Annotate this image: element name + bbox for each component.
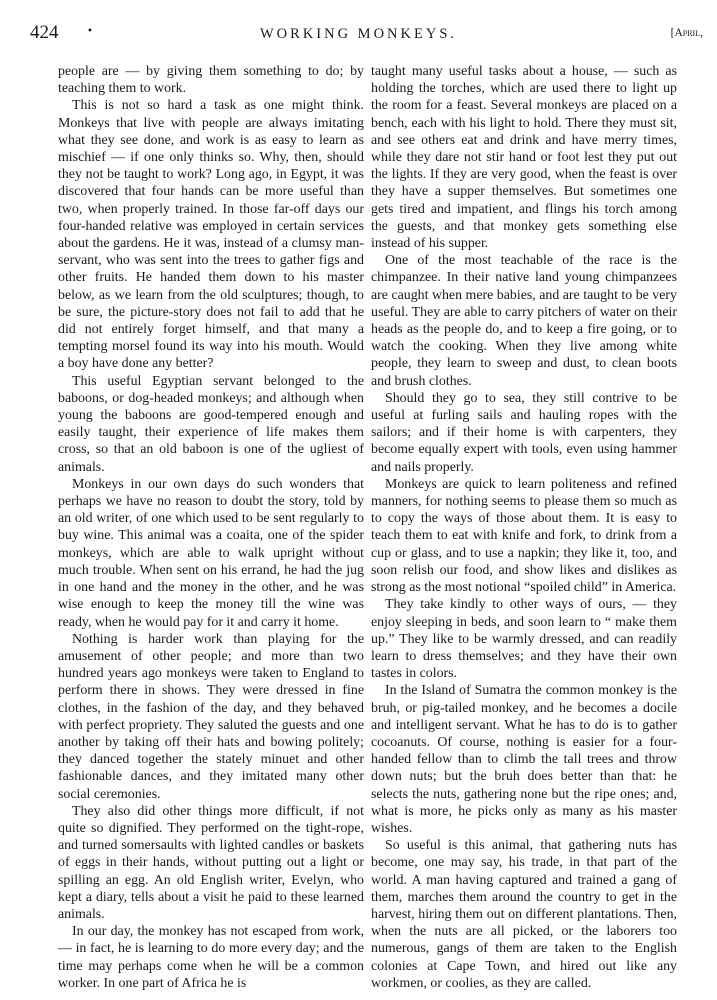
paragraph: One of the most teachable of the race is the chimpanzee. In their native land young chimpanzees are caught when mere babies, and are taught to be very useful. They are able to carry pitchers of water on their heads as the people do, and to keep a fire going, or to watch the cooking. When they live among white people, they learn to sweep and dust, to clean boots and brush clothes. (371, 253, 677, 389)
left-column (58, 63, 364, 992)
paragraph: They also did other things more difficult, if not quite so dignified. They performed on the tight-rope, and turned somersaults with lighted candles or baskets of eggs in their hands, without putting out a light or spilling an egg. An old English writer, Evelyn, who kept a diary, tells about a visit he paid to these learned animals. (58, 803, 364, 922)
paragraph: Monkeys are quick to learn politeness and refined manners, for nothing seems to please them so much as to copy the ways of those about them. It is easy to teach them to eat with knife and fork, to drink from a cup or glass, and to use a napkin; they like it, too, and soon relish our food, and show likes and dislikes as strong as the most notional “spoiled child” in America. (371, 476, 677, 596)
paragraph: Should they go to sea, they still contrive to be useful at furling sails and hauling ropes with the sailors; and if their home is with carpenters, they become equally expert with tools, even using hammer and nails properly. (371, 390, 677, 475)
paragraph: In the Island of Sumatra the common monkey is the bruh, or pig-tailed monkey, and he becomes a docile and intelligent servant. What he has to do is to gather cocoanuts. Of course, nothing is easier for a four-handed fellow than to climb the tall trees and throw down nuts; but the bruh does better than that: he selects the nuts, gathering none but the ripe ones; and, what is more, he picks only as many as his master wishes. (371, 683, 677, 836)
paragraph: people are — by giving them something to do; by teaching them to work. (58, 64, 364, 97)
running-title: WORKING MONKEYS. (259, 26, 458, 42)
paragraph: This is not so hard a task as one might think. Monkeys that live with people are always imitating what they see done, and work is as easy to learn as mischief — if one only thinks so. Why, then, should they not be taught to work? Long ago, in Egypt, it was discovered that four hands can be more useful than two, when properly trained. In those far-off days our four-handed relative was employed in certain services about the gardens. He it was, instead of a clumsy man-servant, who was sent into the trees to gather figs and other fruits. He handed them down to his master below, as we learn from the old sculptures; though, to be sure, the picture-story does not fail to add that he did not entirely forget himself, and that many a tempting morsel found its way into his mouth. Would a boy have done any better? (58, 98, 364, 372)
page-number: 424 (30, 22, 59, 43)
paragraph: taught many useful tasks about a house, — such as holding the torches, which are used there to light up the room for a feast. Several monkeys are placed on a bench, each with his light to hold. There they must sit, and see others eat and drink and have merry times, while they dare not stir hand or foot lest they put out the lights. If they are very good, when the feast is over they have a supper themselves. But sometimes one gets tired and impatient, and flings his torch among the guests, and that monkey gets something else instead of his supper. (371, 64, 677, 252)
paragraph: Monkeys in our own days do such wonders that perhaps we have no reason to doubt the story, told by an old writer, of one which used to be sent regularly to buy wine. This animal was a coaita, one of the spider monkeys, which are able to walk upright without much trouble. When sent on his errand, he had the jug in one hand and the money in the other, and he was wise enough to keep the money till the wine was ready, when he would pay for it and carry it home. (58, 476, 364, 630)
paragraph: Nothing is harder work than playing for the amusement of other people; and more than two hundred years ago monkeys were taken to England to perform there in shows. They were dressed in fine clothes, in the fashion of the day, and they behaved with perfect propriety. They saluted the guests and one another by taking off their hats and bowing politely; they danced together the stately minuet and other fashionable dances, and they imitated many other social ceremonies. (58, 631, 364, 802)
paragraph: So useful is this animal, that gathering nuts has become, one may say, his trade, in that part of the world. A man having captured and trained a gang of them, marches them around the country to get in the harvest, hiring them out on different plantations. Then, when the nuts are all picked, or the laborers too numerous, gangs of them are taken to the English colonies at Cape Town, and hired out like any workmen, or coolies, as they are called. (371, 838, 677, 991)
paragraph: This useful Egyptian servant belonged to the baboons, or dog-headed monkeys; and although when young the baboons are good-tempered enough and easily taught, their experience of life makes them cross, so that an old baboon is one of the ugliest of animals. (58, 373, 364, 475)
paragraph: In our day, the monkey has not escaped from work, — in fact, he is learning to do more every day; and the time may perhaps come when he will be a common worker. In one part of Africa he is (58, 924, 364, 991)
right-column (371, 63, 677, 992)
running-header (0, 22, 717, 46)
issue-month: [April, (670, 27, 703, 39)
header-ornament: • (87, 26, 93, 37)
paragraph: They take kindly to other ways of ours, — they enjoy sleeping in beds, and soon learn to “ make them up.” They like to be warmly dressed, and can readily learn to dress themselves; and they have their own tastes in colors. (371, 597, 677, 682)
